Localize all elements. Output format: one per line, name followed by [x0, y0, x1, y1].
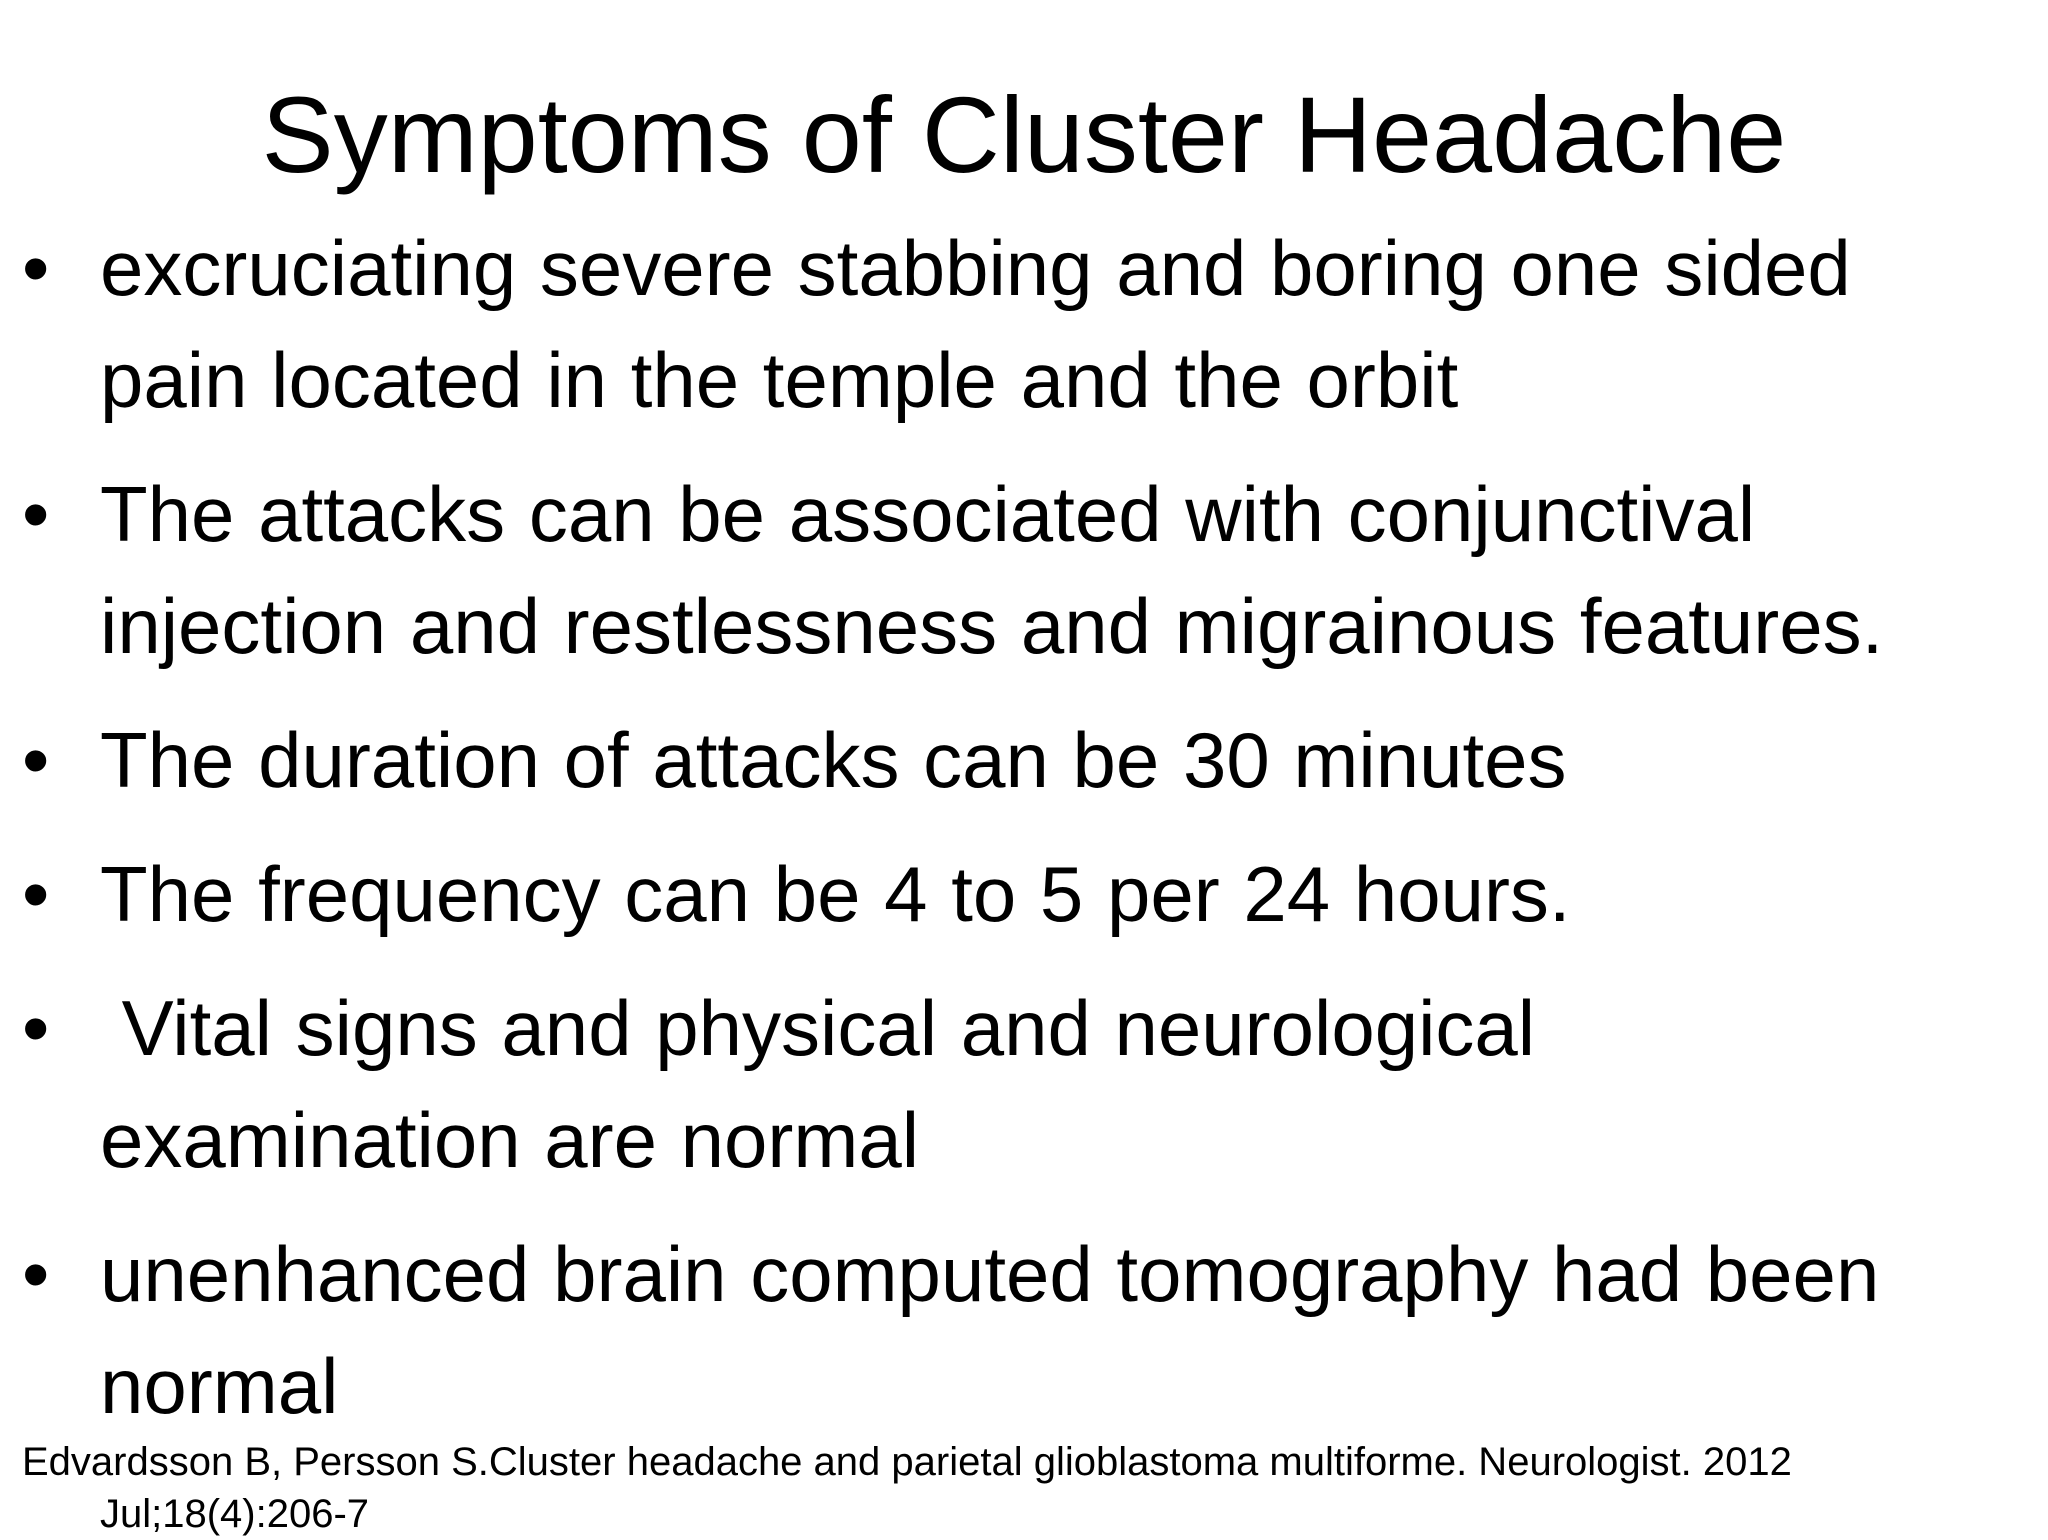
bullet-list: [22, 212, 2032, 1464]
bullet-dot-icon: •: [22, 470, 50, 558]
bullet-dot-icon: •: [22, 850, 50, 938]
bullet-item: [22, 704, 2032, 816]
bullet-text: excruciating severe stabbing and boring one sided pain located in the temple and the orbit: [100, 224, 1851, 424]
bullet-item: [22, 972, 1660, 1196]
bullet-item: [22, 212, 2020, 436]
bullet-dot-icon: •: [22, 1230, 50, 1318]
bullet-item: [22, 1218, 2048, 1442]
bullet-text: The frequency can be 4 to 5 per 24 hours.: [100, 850, 1571, 938]
bullet-dot-icon: •: [22, 716, 50, 804]
bullet-text: The attacks can be associated with conjunctival injection and restlessness and migrainous features.: [100, 470, 1884, 670]
bullet-text: Vital signs and physical and neurological examination are normal: [100, 984, 1559, 1184]
bullet-item: [22, 838, 2032, 950]
bullet-item: [22, 458, 2048, 682]
citation: Edvardsson B, Persson S.Cluster headache and parietal glioblastoma multiforme. Neurologist. 2012 Jul;18(4):206-7: [22, 1440, 1792, 1536]
bullet-dot-icon: •: [22, 984, 50, 1072]
bullet-text: The duration of attacks can be 30 minutes: [100, 716, 1567, 804]
bullet-dot-icon: •: [22, 224, 50, 312]
bullet-text: unenhanced brain computed tomography had been normal: [100, 1230, 1880, 1430]
slide-title: Symptoms of Cluster Headache: [261, 74, 1787, 195]
